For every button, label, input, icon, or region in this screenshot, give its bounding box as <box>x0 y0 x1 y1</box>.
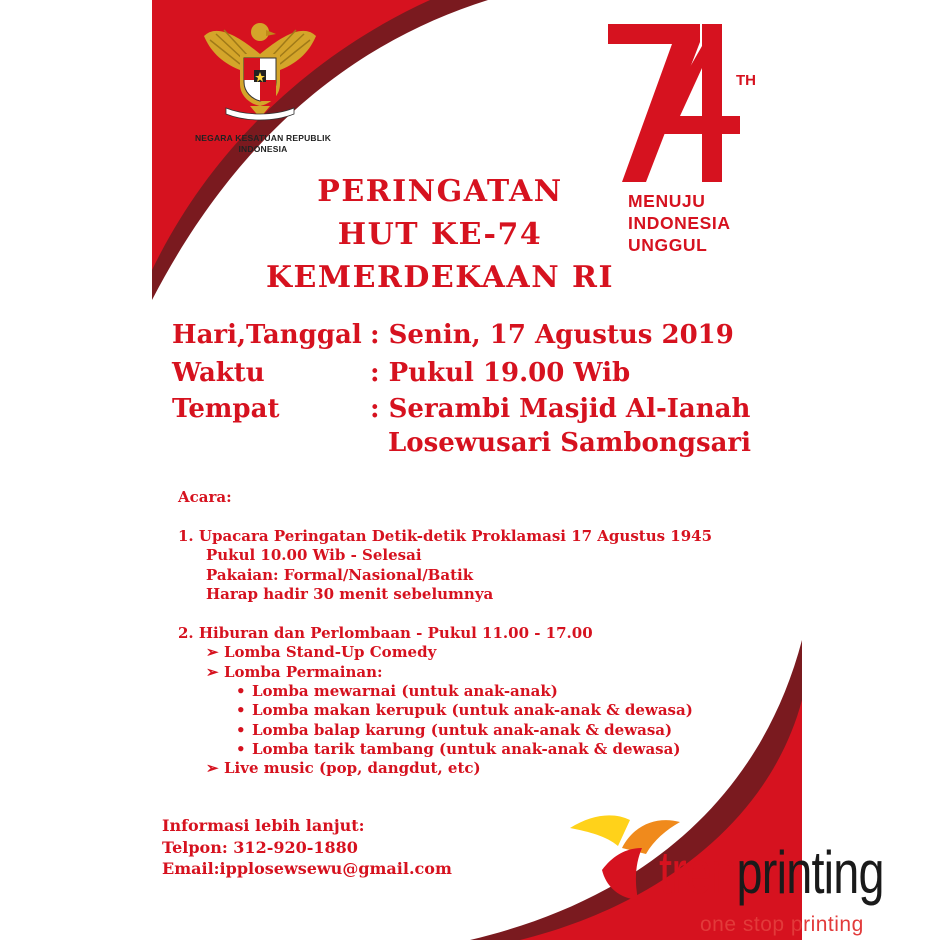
contact-info <box>162 815 452 880</box>
subitem-label: Lomba Permainan: <box>224 662 383 681</box>
wordmark-tren: tren <box>659 839 737 906</box>
title-line3: KEMERDEKAAN RI <box>265 260 615 295</box>
arrow-icon: ➢ <box>206 662 219 681</box>
contact-heading: Informasi lebih lanjut: <box>162 816 365 835</box>
logo-74-icon <box>596 16 766 186</box>
title-line2: HUT KE-74 <box>337 217 543 252</box>
garuda-emblem-icon <box>196 14 324 122</box>
program-item1-line: Pakaian: Formal/Nasional/Batik <box>206 565 474 584</box>
program-subitem <box>178 759 798 778</box>
program-subitem <box>178 643 798 662</box>
program-list <box>178 488 798 779</box>
tagline-line1: MENUJU <box>628 191 706 211</box>
bullet-icon: • <box>236 740 246 759</box>
arrow-icon: ➢ <box>206 643 219 662</box>
bullet-icon: • <box>236 720 246 739</box>
bullet-icon: • <box>236 681 246 700</box>
poster-title <box>200 170 680 299</box>
program-item1-title: 1. Upacara Peringatan Detik-detik Proklamasi 17 Agustus 1945 <box>178 526 713 545</box>
subitem-label: Live music (pop, dangdut, etc) <box>224 759 481 778</box>
program-item1-line: Harap hadir 30 menit sebelumnya <box>206 584 494 603</box>
contact-phone: Telpon: 312-920-1880 <box>162 837 358 857</box>
brand-slogan: one stop printing <box>700 913 864 936</box>
title-line1: PERINGATAN <box>317 174 563 209</box>
program-subitem <box>178 663 798 682</box>
subitem-label: Lomba Stand-Up Comedy <box>224 643 437 662</box>
arrow-icon: ➢ <box>206 759 219 778</box>
tagline-line3: UNGGUL <box>628 235 708 255</box>
program-heading: Acara: <box>178 488 232 506</box>
detail-label: Tempat <box>172 394 280 424</box>
game-label: Lomba balap karung (untuk anak-anak & dewasa) <box>252 720 673 739</box>
left-margin <box>0 0 152 940</box>
program-item1-line: Pukul 10.00 Wib - Selesai <box>206 546 422 565</box>
trenprinting-wordmark <box>659 839 884 906</box>
emblem-caption <box>188 133 338 155</box>
detail-label: Hari,Tanggal <box>172 320 362 350</box>
logo-74-suffix: TH <box>736 72 756 89</box>
right-margin <box>802 0 940 940</box>
game-label: Lomba tarik tambang (untuk anak-anak & dewasa) <box>252 740 681 759</box>
emblem-caption-line2: INDONESIA <box>238 144 288 154</box>
detail-value: Losewusari Sambongsari <box>388 428 751 458</box>
emblem-caption-line1: NEGARA KESATUAN REPUBLIK <box>194 133 332 143</box>
contact-email: Email:ipplosewsewu@gmail.com <box>162 859 452 878</box>
game-item <box>178 740 798 759</box>
tagline-line2: INDONESIA <box>628 213 731 233</box>
game-item <box>178 682 798 701</box>
detail-value: : Serambi Masjid Al-Ianah <box>370 394 751 424</box>
game-item <box>178 721 798 740</box>
detail-value: : Senin, 17 Agustus 2019 <box>370 320 734 350</box>
detail-value: : Pukul 19.00 Wib <box>370 358 631 388</box>
game-item <box>178 701 798 720</box>
game-label: Lomba mewarnai (untuk anak-anak) <box>252 681 558 700</box>
detail-label: Waktu <box>172 358 265 388</box>
bullet-icon: • <box>236 701 246 720</box>
wordmark-printing: printing <box>736 839 884 906</box>
game-label: Lomba makan kerupuk (untuk anak-anak & dewasa) <box>252 701 693 720</box>
program-item2-title: 2. Hiburan dan Perlombaan - Pukul 11.00 - 17.00 <box>178 623 593 642</box>
